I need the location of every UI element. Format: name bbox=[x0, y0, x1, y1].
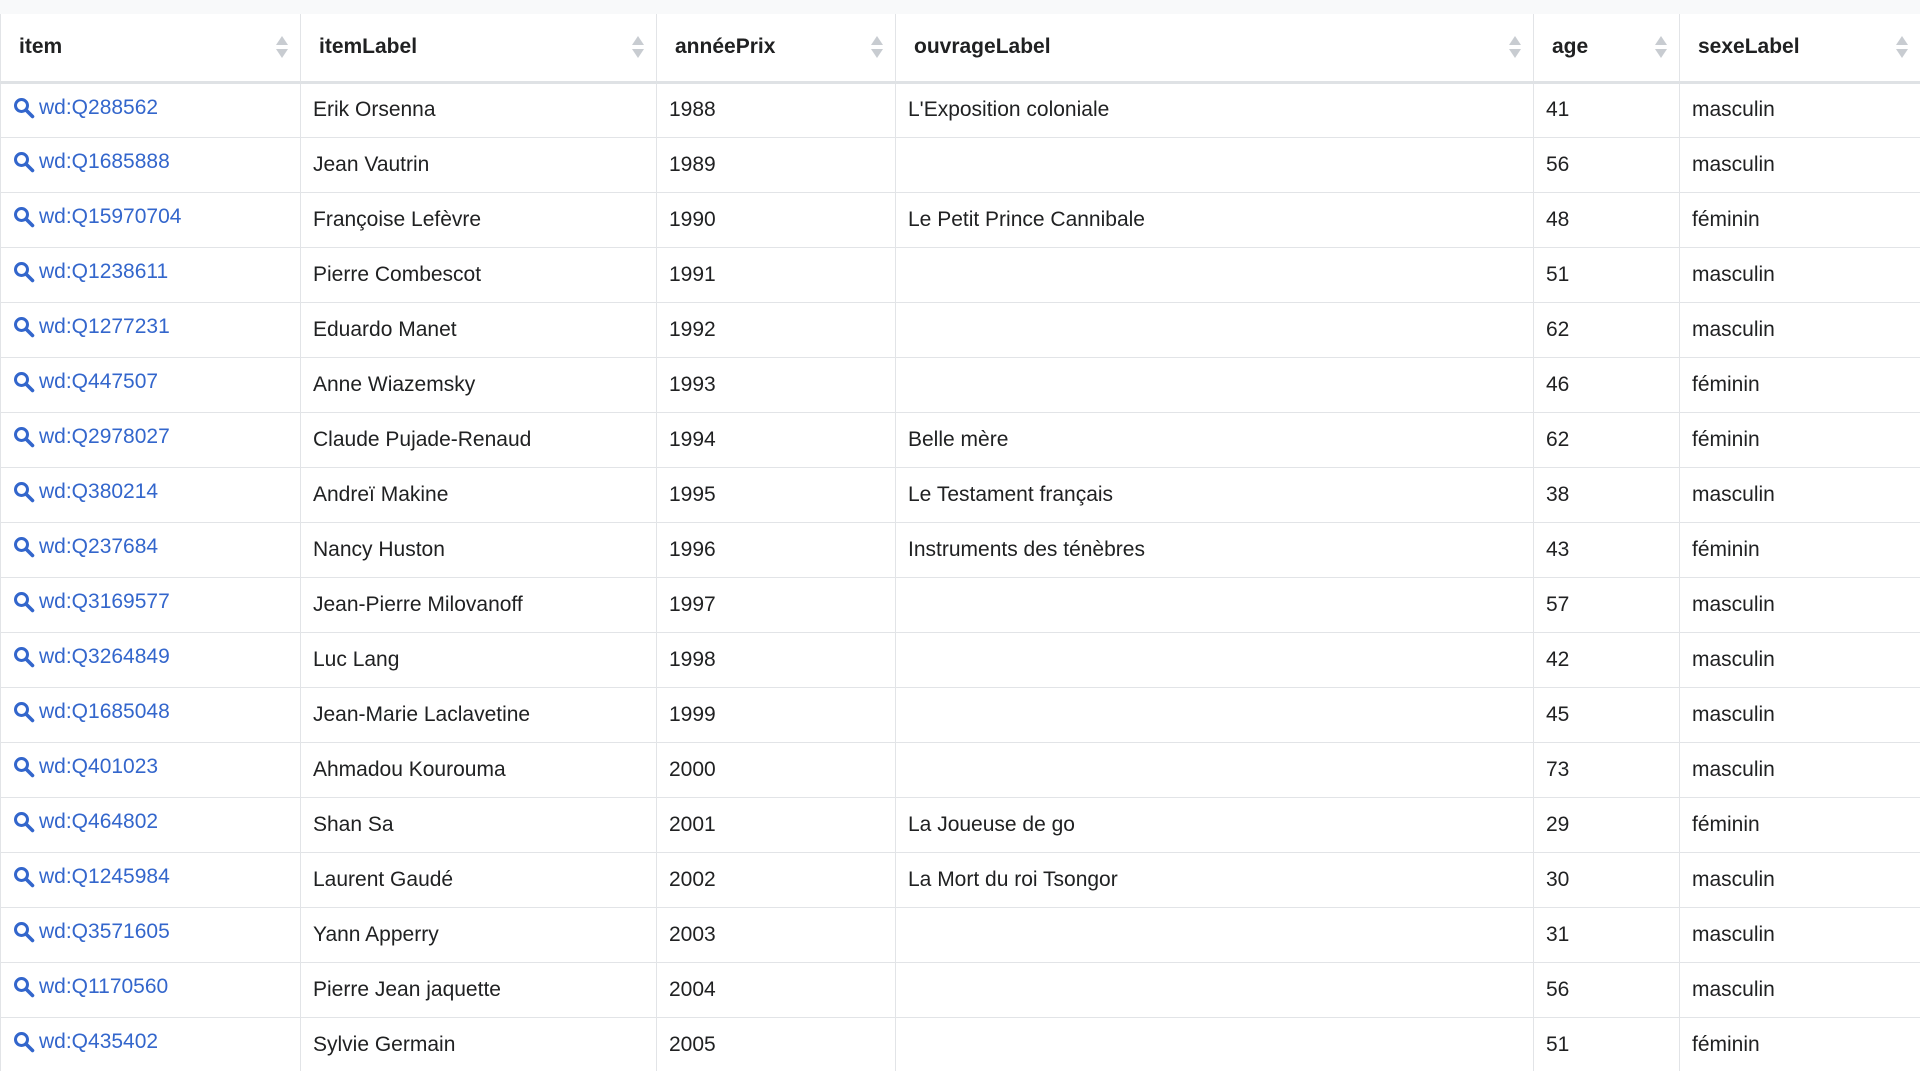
age-cell: 62 bbox=[1534, 302, 1680, 357]
column-header-label: item bbox=[19, 35, 63, 59]
age-cell: 43 bbox=[1534, 522, 1680, 577]
work-label-cell: L'Exposition coloniale bbox=[896, 82, 1534, 137]
table-row bbox=[1, 82, 1920, 137]
prize-year-cell: 1998 bbox=[657, 632, 896, 687]
search-icon[interactable] bbox=[13, 591, 35, 613]
item-label-cell: Pierre Jean jaquette bbox=[301, 962, 657, 1017]
sort-icon[interactable] bbox=[1896, 35, 1908, 59]
sex-label-cell: féminin bbox=[1680, 412, 1920, 467]
age-cell: 30 bbox=[1534, 852, 1680, 907]
work-label-cell bbox=[896, 632, 1534, 687]
table-body bbox=[1, 82, 1920, 1071]
search-icon[interactable] bbox=[13, 97, 35, 119]
column-header-itemlabel[interactable] bbox=[301, 14, 657, 82]
prize-year-cell: 1996 bbox=[657, 522, 896, 577]
column-header-label: ouvrageLabel bbox=[914, 35, 1051, 59]
item-label-cell: Erik Orsenna bbox=[301, 82, 657, 137]
item-link[interactable] bbox=[13, 535, 158, 559]
item-link[interactable] bbox=[13, 810, 158, 834]
item-link[interactable] bbox=[13, 150, 170, 174]
work-label-cell bbox=[896, 302, 1534, 357]
item-label-cell: Pierre Combescot bbox=[301, 247, 657, 302]
item-cell bbox=[1, 357, 301, 412]
item-cell bbox=[1, 82, 301, 137]
age-cell: 56 bbox=[1534, 962, 1680, 1017]
table-row bbox=[1, 962, 1920, 1017]
prize-year-cell: 1991 bbox=[657, 247, 896, 302]
item-cell bbox=[1, 522, 301, 577]
item-id[interactable]: wd:Q3571605 bbox=[39, 920, 170, 943]
age-cell: 56 bbox=[1534, 137, 1680, 192]
sex-label-cell: féminin bbox=[1680, 797, 1920, 852]
item-id[interactable]: wd:Q2978027 bbox=[39, 425, 170, 448]
column-header-sexelabel[interactable] bbox=[1680, 14, 1920, 82]
age-cell: 51 bbox=[1534, 1017, 1680, 1071]
age-cell: 73 bbox=[1534, 742, 1680, 797]
table-row bbox=[1, 907, 1920, 962]
column-header-label: sexeLabel bbox=[1698, 35, 1800, 59]
age-cell: 42 bbox=[1534, 632, 1680, 687]
age-cell: 62 bbox=[1534, 412, 1680, 467]
item-cell bbox=[1, 1017, 301, 1071]
search-icon[interactable] bbox=[13, 426, 35, 448]
search-icon[interactable] bbox=[13, 756, 35, 778]
work-label-cell bbox=[896, 577, 1534, 632]
age-cell: 31 bbox=[1534, 907, 1680, 962]
item-id[interactable]: wd:Q447507 bbox=[39, 370, 159, 393]
work-label-cell bbox=[896, 687, 1534, 742]
work-label-cell bbox=[896, 962, 1534, 1017]
sex-label-cell: masculin bbox=[1680, 687, 1920, 742]
sex-label-cell: féminin bbox=[1680, 357, 1920, 412]
item-link[interactable] bbox=[13, 975, 168, 999]
work-label-cell bbox=[896, 1017, 1534, 1071]
item-cell bbox=[1, 852, 301, 907]
work-label-cell bbox=[896, 247, 1534, 302]
item-link[interactable] bbox=[13, 590, 170, 614]
sex-label-cell: masculin bbox=[1680, 467, 1920, 522]
sex-label-cell: masculin bbox=[1680, 742, 1920, 797]
work-label-cell: La Joueuse de go bbox=[896, 797, 1534, 852]
item-id[interactable]: wd:Q288562 bbox=[39, 95, 159, 119]
prize-year-cell: 2001 bbox=[657, 797, 896, 852]
sex-label-cell: masculin bbox=[1680, 852, 1920, 907]
item-cell bbox=[1, 742, 301, 797]
age-cell: 29 bbox=[1534, 797, 1680, 852]
item-label-cell: Jean-Marie Laclavetine bbox=[301, 687, 657, 742]
item-cell bbox=[1, 797, 301, 852]
table-row bbox=[1, 247, 1920, 302]
age-cell: 51 bbox=[1534, 247, 1680, 302]
prize-year-cell: 1992 bbox=[657, 302, 896, 357]
age-cell: 38 bbox=[1534, 467, 1680, 522]
sort-icon[interactable] bbox=[632, 35, 644, 59]
item-id[interactable]: wd:Q1245984 bbox=[39, 865, 170, 888]
item-label-cell: Claude Pujade-Renaud bbox=[301, 412, 657, 467]
item-id[interactable]: wd:Q1685888 bbox=[39, 150, 170, 173]
prize-year-cell: 1999 bbox=[657, 687, 896, 742]
column-header-anneeprix[interactable] bbox=[657, 14, 896, 82]
item-label-cell: Luc Lang bbox=[301, 632, 657, 687]
item-id[interactable]: wd:Q380214 bbox=[39, 480, 159, 503]
sex-label-cell: féminin bbox=[1680, 522, 1920, 577]
sort-icon[interactable] bbox=[1509, 35, 1521, 59]
results-table-container bbox=[0, 14, 1920, 1071]
column-header-label: itemLabel bbox=[319, 35, 418, 59]
sex-label-cell: féminin bbox=[1680, 1017, 1920, 1071]
prize-year-cell: 2002 bbox=[657, 852, 896, 907]
age-cell: 57 bbox=[1534, 577, 1680, 632]
table-row bbox=[1, 687, 1920, 742]
item-link[interactable] bbox=[13, 370, 158, 394]
column-header-label: annéePrix bbox=[675, 35, 776, 59]
item-cell bbox=[1, 907, 301, 962]
work-label-cell: Le Testament français bbox=[896, 467, 1534, 522]
table-row bbox=[1, 852, 1920, 907]
work-label-cell: Belle mère bbox=[896, 412, 1534, 467]
item-label-cell: Françoise Lefèvre bbox=[301, 192, 657, 247]
table-row bbox=[1, 632, 1920, 687]
item-id[interactable]: wd:Q1277231 bbox=[39, 315, 170, 338]
prize-year-cell: 1994 bbox=[657, 412, 896, 467]
prize-year-cell: 1995 bbox=[657, 467, 896, 522]
item-id[interactable]: wd:Q3169577 bbox=[39, 590, 170, 613]
results-toolbar-strip bbox=[0, 0, 1920, 15]
results-table bbox=[0, 14, 1920, 1071]
table-row bbox=[1, 412, 1920, 467]
sex-label-cell: masculin bbox=[1680, 82, 1920, 137]
item-label-cell: Laurent Gaudé bbox=[301, 852, 657, 907]
column-header-age[interactable] bbox=[1534, 14, 1680, 82]
work-label-cell: Le Petit Prince Cannibale bbox=[896, 192, 1534, 247]
sex-label-cell: masculin bbox=[1680, 137, 1920, 192]
sort-icon[interactable] bbox=[871, 35, 883, 59]
item-cell bbox=[1, 137, 301, 192]
item-label-cell: Andreï Makine bbox=[301, 467, 657, 522]
item-cell bbox=[1, 577, 301, 632]
item-link[interactable] bbox=[13, 205, 181, 229]
search-icon[interactable] bbox=[13, 206, 35, 228]
item-id[interactable]: wd:Q1170560 bbox=[39, 975, 169, 998]
age-cell: 46 bbox=[1534, 357, 1680, 412]
prize-year-cell: 1993 bbox=[657, 357, 896, 412]
table-row bbox=[1, 522, 1920, 577]
table-row bbox=[1, 302, 1920, 357]
table-row bbox=[1, 797, 1920, 852]
item-id[interactable]: wd:Q237684 bbox=[39, 535, 159, 558]
item-cell bbox=[1, 302, 301, 357]
search-icon[interactable] bbox=[13, 1031, 35, 1053]
item-cell bbox=[1, 962, 301, 1017]
item-link[interactable] bbox=[13, 755, 158, 779]
item-link[interactable] bbox=[13, 700, 170, 724]
item-link[interactable] bbox=[13, 315, 170, 339]
item-id[interactable]: wd:Q1238611 bbox=[39, 260, 169, 283]
sex-label-cell: masculin bbox=[1680, 247, 1920, 302]
work-label-cell: Instruments des ténèbres bbox=[896, 522, 1534, 577]
column-header-item[interactable] bbox=[1, 14, 301, 82]
prize-year-cell: 2004 bbox=[657, 962, 896, 1017]
item-cell bbox=[1, 412, 301, 467]
table-row bbox=[1, 577, 1920, 632]
prize-year-cell: 1997 bbox=[657, 577, 896, 632]
item-cell bbox=[1, 192, 301, 247]
item-link[interactable] bbox=[13, 1030, 158, 1054]
item-link[interactable] bbox=[13, 425, 170, 449]
search-icon[interactable] bbox=[13, 316, 35, 338]
item-id[interactable]: wd:Q15970704 bbox=[39, 205, 182, 228]
search-icon[interactable] bbox=[13, 646, 35, 668]
item-label-cell: Eduardo Manet bbox=[301, 302, 657, 357]
column-header-ouvragelabel[interactable] bbox=[896, 14, 1534, 82]
search-icon[interactable] bbox=[13, 866, 35, 888]
search-icon[interactable] bbox=[13, 976, 35, 998]
search-icon[interactable] bbox=[13, 921, 35, 943]
table-row bbox=[1, 357, 1920, 412]
search-icon[interactable] bbox=[13, 371, 35, 393]
sex-label-cell: féminin bbox=[1680, 192, 1920, 247]
search-icon[interactable] bbox=[13, 261, 35, 283]
prize-year-cell: 2003 bbox=[657, 907, 896, 962]
item-id[interactable]: wd:Q3264849 bbox=[39, 645, 170, 668]
header-row bbox=[1, 14, 1920, 82]
work-label-cell bbox=[896, 742, 1534, 797]
prize-year-cell: 1990 bbox=[657, 192, 896, 247]
prize-year-cell: 1988 bbox=[657, 82, 896, 137]
search-icon[interactable] bbox=[13, 811, 35, 833]
table-header bbox=[1, 14, 1920, 82]
table-row bbox=[1, 1017, 1920, 1071]
item-id[interactable]: wd:Q401023 bbox=[39, 755, 159, 778]
search-icon[interactable] bbox=[13, 536, 35, 558]
item-label-cell: Ahmadou Kourouma bbox=[301, 742, 657, 797]
work-label-cell bbox=[896, 137, 1534, 192]
search-icon[interactable] bbox=[13, 151, 35, 173]
search-icon[interactable] bbox=[13, 481, 35, 503]
item-id[interactable]: wd:Q1685048 bbox=[39, 700, 170, 723]
item-id[interactable]: wd:Q464802 bbox=[39, 810, 159, 833]
work-label-cell: La Mort du roi Tsongor bbox=[896, 852, 1534, 907]
age-cell: 48 bbox=[1534, 192, 1680, 247]
item-cell bbox=[1, 467, 301, 522]
sex-label-cell: masculin bbox=[1680, 962, 1920, 1017]
item-link[interactable] bbox=[13, 260, 168, 284]
item-label-cell: Nancy Huston bbox=[301, 522, 657, 577]
item-id[interactable]: wd:Q435402 bbox=[39, 1030, 159, 1053]
item-link[interactable] bbox=[13, 920, 170, 944]
item-label-cell: Jean Vautrin bbox=[301, 137, 657, 192]
item-label-cell: Shan Sa bbox=[301, 797, 657, 852]
sex-label-cell: masculin bbox=[1680, 632, 1920, 687]
item-link[interactable] bbox=[13, 96, 158, 120]
age-cell: 41 bbox=[1534, 82, 1680, 137]
sort-icon[interactable] bbox=[276, 35, 288, 59]
item-label-cell: Anne Wiazemsky bbox=[301, 357, 657, 412]
work-label-cell bbox=[896, 907, 1534, 962]
age-cell: 45 bbox=[1534, 687, 1680, 742]
item-cell bbox=[1, 687, 301, 742]
table-row bbox=[1, 137, 1920, 192]
item-link[interactable] bbox=[13, 865, 170, 889]
item-label-cell: Yann Apperry bbox=[301, 907, 657, 962]
search-icon[interactable] bbox=[13, 701, 35, 723]
sex-label-cell: masculin bbox=[1680, 907, 1920, 962]
item-link[interactable] bbox=[13, 480, 158, 504]
item-cell bbox=[1, 247, 301, 302]
work-label-cell bbox=[896, 357, 1534, 412]
table-row bbox=[1, 192, 1920, 247]
sex-label-cell: masculin bbox=[1680, 302, 1920, 357]
item-link[interactable] bbox=[13, 645, 170, 669]
table-row bbox=[1, 467, 1920, 522]
item-label-cell: Jean-Pierre Milovanoff bbox=[301, 577, 657, 632]
prize-year-cell: 2000 bbox=[657, 742, 896, 797]
prize-year-cell: 2005 bbox=[657, 1017, 896, 1071]
item-label-cell: Sylvie Germain bbox=[301, 1017, 657, 1071]
item-cell bbox=[1, 632, 301, 687]
column-header-label: age bbox=[1552, 35, 1589, 59]
sort-icon[interactable] bbox=[1655, 35, 1667, 59]
table-row bbox=[1, 742, 1920, 797]
prize-year-cell: 1989 bbox=[657, 137, 896, 192]
sex-label-cell: masculin bbox=[1680, 577, 1920, 632]
